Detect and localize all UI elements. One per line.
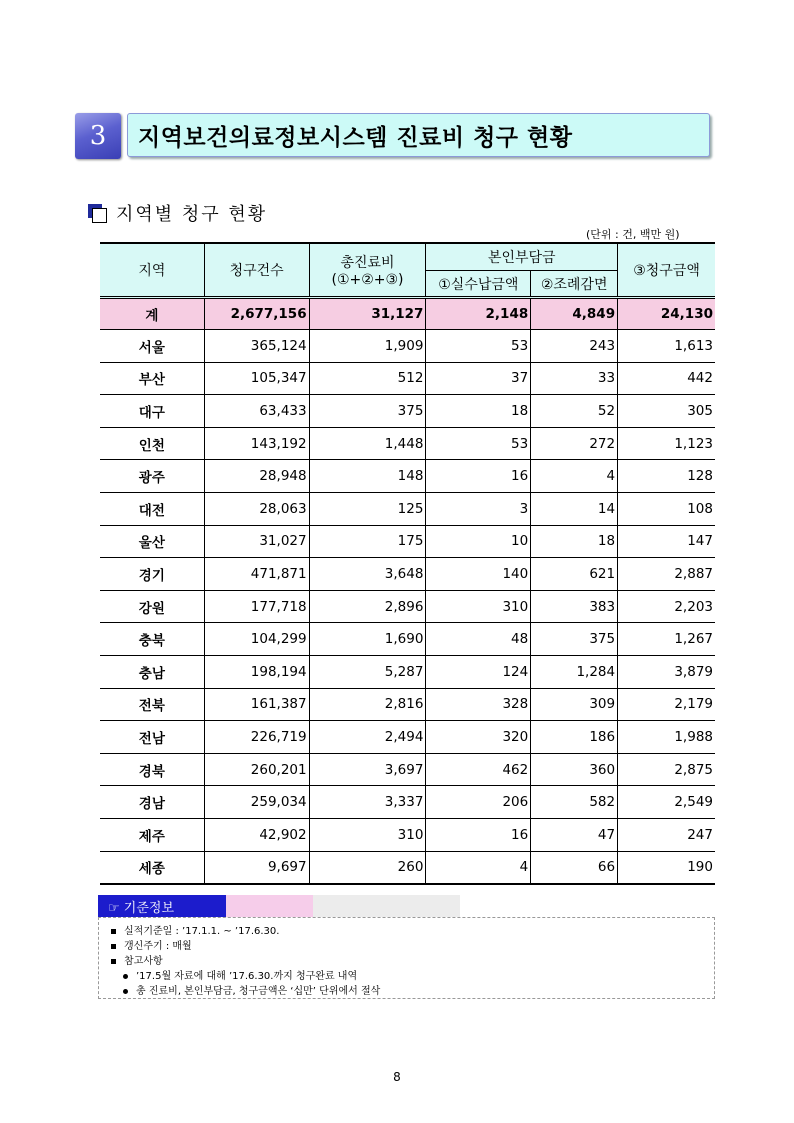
reference-box [98,895,715,1000]
total-claim: 24,130 [618,298,715,330]
cell-reduction: 272 [531,427,618,460]
cell-total: 5,287 [309,655,426,688]
square-bullet-icon [111,929,116,934]
dot-bullet-icon [123,974,128,979]
total-region: 계 [100,298,204,330]
reference-line [111,937,192,952]
cell-claim: 305 [618,395,715,428]
cell-self-paid: 124 [426,655,531,688]
reference-line-text: 참고사항 [124,956,163,967]
cell-self-paid: 206 [426,786,531,819]
reference-tabs [98,895,715,917]
section-number: 3 [75,113,121,159]
cell-claim: 247 [618,818,715,851]
cell-region: 충북 [100,623,204,656]
total-count: 2,677,156 [204,298,309,330]
table-row [100,330,715,363]
reference-subline-text: ’17.5월 자료에 대해 ’17.6.30.까지 청구완료 내역 [136,971,358,982]
page-number: 8 [393,1070,401,1084]
header-self-burden: 본인부담금 [426,243,618,271]
cell-count: 28,948 [204,460,309,493]
total-row [100,298,715,330]
cell-count: 31,027 [204,525,309,558]
cell-claim: 1,267 [618,623,715,656]
table-row [100,786,715,819]
cell-total: 1,448 [309,427,426,460]
cell-self-paid: 37 [426,362,531,395]
cell-claim: 147 [618,525,715,558]
cell-claim: 1,613 [618,330,715,363]
cell-self-paid: 462 [426,753,531,786]
cell-total: 2,816 [309,688,426,721]
dot-bullet-icon [123,989,128,994]
cell-count: 365,124 [204,330,309,363]
reference-body [98,917,715,999]
cell-region: 인천 [100,427,204,460]
cell-region: 제주 [100,818,204,851]
cell-reduction: 18 [531,525,618,558]
cell-claim: 2,887 [618,558,715,591]
cell-self-paid: 16 [426,818,531,851]
cell-claim: 128 [618,460,715,493]
cell-count: 105,347 [204,362,309,395]
cell-region: 강원 [100,590,204,623]
cell-region: 경남 [100,786,204,819]
cell-count: 63,433 [204,395,309,428]
cell-reduction: 582 [531,786,618,819]
table-row [100,362,715,395]
reference-tab: ☞ 기준정보 [98,895,226,917]
cell-count: 104,299 [204,623,309,656]
reference-subline [123,982,380,997]
reference-subline [123,967,357,982]
cell-self-paid: 328 [426,688,531,721]
cell-claim: 2,179 [618,688,715,721]
subsection-title: 지역별 청구 현황 [116,204,268,225]
table-row [100,395,715,428]
cell-self-paid: 4 [426,851,531,884]
reference-line [111,922,279,937]
table-row [100,655,715,688]
cell-total: 1,690 [309,623,426,656]
cell-region: 경기 [100,558,204,591]
cell-region: 전북 [100,688,204,721]
table-body [100,298,715,885]
claims-by-region-table [100,242,715,885]
cell-self-paid: 10 [426,525,531,558]
reference-subline-text: 총 진료비, 본인부담금, 청구금액은 ‘십만’ 단위에서 절삭 [136,986,381,997]
cell-total: 125 [309,492,426,525]
header-total-line2: (①+②+③) [331,272,404,288]
reference-line-text: 갱신주기 : 매월 [124,941,192,952]
cell-self-paid: 53 [426,427,531,460]
reference-line-text: 실적기준일 : ’17.1.1. ~ ’17.6.30. [124,926,280,937]
table-row [100,460,715,493]
cell-reduction: 1,284 [531,655,618,688]
cell-claim: 2,875 [618,753,715,786]
cell-count: 471,871 [204,558,309,591]
cell-claim: 190 [618,851,715,884]
cell-region: 부산 [100,362,204,395]
cell-reduction: 52 [531,395,618,428]
cell-reduction: 186 [531,721,618,754]
cell-total: 175 [309,525,426,558]
subsection-heading [88,200,267,226]
cell-count: 161,387 [204,688,309,721]
table-row [100,427,715,460]
cell-total: 1,909 [309,330,426,363]
header-reduction: ②조례감면 [531,271,618,298]
cell-reduction: 4 [531,460,618,493]
cell-self-paid: 48 [426,623,531,656]
cell-count: 9,697 [204,851,309,884]
unit-label: (단위 : 건, 백만 원) [586,228,680,241]
table-row [100,753,715,786]
cell-count: 226,719 [204,721,309,754]
cell-reduction: 621 [531,558,618,591]
cell-claim: 1,988 [618,721,715,754]
cell-reduction: 33 [531,362,618,395]
cell-count: 143,192 [204,427,309,460]
cell-count: 42,902 [204,818,309,851]
table-row [100,721,715,754]
cell-total: 375 [309,395,426,428]
cell-claim: 3,879 [618,655,715,688]
header-self-paid: ①실수납금액 [426,271,531,298]
cell-region: 대전 [100,492,204,525]
cell-reduction: 383 [531,590,618,623]
header-total-line1: 총진료비 [340,255,395,271]
header-count: 청구건수 [204,243,309,298]
cell-count: 198,194 [204,655,309,688]
cell-reduction: 375 [531,623,618,656]
cell-self-paid: 310 [426,590,531,623]
table-row [100,558,715,591]
square-bullet-icon [111,944,116,949]
section-title-box [127,113,710,157]
reference-line [111,952,163,967]
cell-total: 2,494 [309,721,426,754]
table-row [100,590,715,623]
cell-total: 260 [309,851,426,884]
cell-region: 전남 [100,721,204,754]
header-claim: ③청구금액 [618,243,715,298]
cell-count: 177,718 [204,590,309,623]
table-row [100,525,715,558]
total-total: 31,127 [309,298,426,330]
cell-region: 대구 [100,395,204,428]
table-row [100,492,715,525]
cell-self-paid: 140 [426,558,531,591]
table-row [100,851,715,884]
cell-reduction: 243 [531,330,618,363]
total-reduction: 4,849 [531,298,618,330]
reference-tab-pink [226,895,313,917]
square-bullet-icon [111,959,116,964]
cell-region: 광주 [100,460,204,493]
cell-total: 3,337 [309,786,426,819]
cell-region: 세종 [100,851,204,884]
section-header [75,113,712,160]
cell-total: 3,697 [309,753,426,786]
cell-self-paid: 3 [426,492,531,525]
square-bullet-icon [88,204,106,222]
cell-claim: 2,203 [618,590,715,623]
cell-region: 충남 [100,655,204,688]
header-total [309,243,426,298]
cell-total: 148 [309,460,426,493]
cell-self-paid: 16 [426,460,531,493]
table-row [100,818,715,851]
cell-reduction: 309 [531,688,618,721]
cell-total: 2,896 [309,590,426,623]
cell-region: 경북 [100,753,204,786]
cell-total: 310 [309,818,426,851]
cell-region: 울산 [100,525,204,558]
cell-self-paid: 53 [426,330,531,363]
cell-reduction: 360 [531,753,618,786]
section-title: 지역보건의료정보시스템 진료비 청구 현황 [138,124,573,151]
table-row [100,623,715,656]
total-self-paid: 2,148 [426,298,531,330]
cell-claim: 1,123 [618,427,715,460]
cell-total: 3,648 [309,558,426,591]
cell-self-paid: 18 [426,395,531,428]
table-row [100,688,715,721]
cell-claim: 442 [618,362,715,395]
header-region: 지역 [100,243,204,298]
cell-count: 28,063 [204,492,309,525]
cell-claim: 108 [618,492,715,525]
cell-region: 서울 [100,330,204,363]
cell-reduction: 47 [531,818,618,851]
cell-total: 512 [309,362,426,395]
cell-count: 260,201 [204,753,309,786]
cell-reduction: 14 [531,492,618,525]
cell-self-paid: 320 [426,721,531,754]
cell-reduction: 66 [531,851,618,884]
cell-claim: 2,549 [618,786,715,819]
reference-tab-gray [313,895,460,917]
cell-count: 259,034 [204,786,309,819]
